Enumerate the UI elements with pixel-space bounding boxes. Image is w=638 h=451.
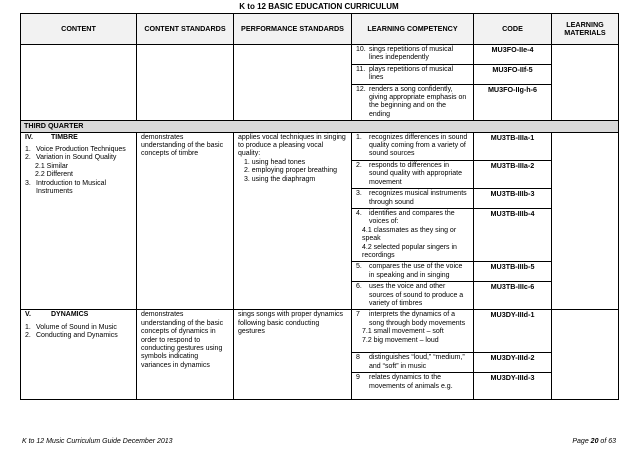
page-of: of 63 xyxy=(600,438,616,445)
competency-subitem: 4.1 classmates as they sing or speak xyxy=(362,226,457,243)
quarter-row xyxy=(21,121,619,132)
code-cell: MU3TB-IIIa-2 xyxy=(474,160,552,188)
competency-cell xyxy=(352,262,474,282)
competency-text: compares the use of the voice in speaking and in singing xyxy=(369,263,463,279)
table-row xyxy=(21,132,619,160)
code-cell: MU3TB-IIIa-1 xyxy=(474,132,552,160)
competency-text: relates dynamics to the movements of animals e.g. xyxy=(369,374,453,390)
competency-subitem: 7.1 small movement – soft xyxy=(362,328,444,336)
list-text: Conducting and Dynamics xyxy=(36,332,118,340)
list-item xyxy=(25,180,132,197)
list-text: Volume of Sound in Music xyxy=(36,323,117,331)
performance-intro: applies vocal techniques in singing to produce a pleasing vocal quality: xyxy=(238,133,346,158)
competency-cell xyxy=(352,353,474,373)
list-number: 3. xyxy=(25,179,31,187)
code-cell: MU3DY-IIId-3 xyxy=(474,373,552,400)
topic-number: IV. xyxy=(25,133,33,141)
table-row xyxy=(21,310,619,353)
competency-cell xyxy=(352,64,474,84)
code-cell: MU3DY-IIId-2 xyxy=(474,353,552,373)
competency-text: distinguishes “loud,” “medium,” and “soft” in music xyxy=(369,354,465,370)
footer-guide-name: K to 12 Music Curriculum Guide December 2013 xyxy=(22,438,173,445)
code-cell: MU3FO-IIg-h-6 xyxy=(474,84,552,121)
competency-number: 8 xyxy=(356,354,360,362)
footer-page-number xyxy=(572,438,616,445)
list-text: Voice Production Techniques xyxy=(36,146,126,154)
page-num: 20 xyxy=(590,438,599,445)
table-row xyxy=(21,45,619,65)
competency-subitem: 4.2 selected popular singers in recordings xyxy=(362,243,457,259)
topic-number: V. xyxy=(25,311,31,319)
performance-item: 2. employing proper breathing xyxy=(244,167,338,175)
competency-text: plays repetitions of musical lines xyxy=(369,65,454,82)
competency-number: 5. xyxy=(356,263,362,271)
code-cell: MU3DY-IIId-1 xyxy=(474,310,552,353)
competency-cell xyxy=(352,310,474,353)
performance-timbre xyxy=(234,132,352,310)
competency-number: 9 xyxy=(356,374,360,382)
list-item xyxy=(25,154,132,162)
page-prefix: Page xyxy=(572,438,589,445)
code-cell: MU3TB-IIIc-6 xyxy=(474,282,552,310)
curriculum-table xyxy=(20,13,619,400)
code-cell: MU3TB-IIIb-4 xyxy=(474,208,552,261)
list-text: Introduction to Musical Instruments xyxy=(36,179,107,196)
performance-cell-empty xyxy=(234,45,352,121)
topic-title: DYNAMICS xyxy=(51,311,89,319)
standard-timbre: demonstrates understanding of the basic concepts of timbre xyxy=(137,132,234,310)
list-number: 2. xyxy=(25,154,31,162)
code-cell: MU3FO-IIe-4 xyxy=(474,45,552,65)
competency-cell xyxy=(352,132,474,160)
content-cell-empty xyxy=(21,45,137,121)
content-list xyxy=(25,146,132,196)
competency-number: 2. xyxy=(356,161,362,169)
competency-cell xyxy=(352,373,474,400)
competency-number: 4. xyxy=(356,209,362,217)
competency-number: 3. xyxy=(356,190,362,198)
competency-text: identifies and compares the voices of: xyxy=(369,209,455,226)
performance-item: 1. using head tones xyxy=(244,158,306,166)
competency-number: 6. xyxy=(356,283,362,291)
code-cell: MU3FO-IIf-5 xyxy=(474,64,552,84)
header-code: CODE xyxy=(474,14,552,45)
list-number: 1. xyxy=(25,146,31,154)
header-content-standards: CONTENT STANDARDS xyxy=(137,14,234,45)
materials-cell-empty xyxy=(552,310,619,400)
competency-number: 1. xyxy=(356,133,362,141)
content-timbre xyxy=(21,132,137,310)
competency-text: recognizes differences in sound quality coming from a variety of sound sources xyxy=(369,133,468,158)
competency-number: 10. xyxy=(356,46,366,53)
code-cell: MU3TB-IIIb-3 xyxy=(474,189,552,209)
list-number: 2. xyxy=(25,332,31,340)
competency-text: recognizes musical instruments through sound xyxy=(369,190,467,206)
performance-item: 3. using the diaphragm xyxy=(244,175,316,183)
content-dynamics xyxy=(21,310,137,400)
competency-number: 7 xyxy=(356,311,360,319)
quarter-label: THIRD QUARTER xyxy=(21,121,619,132)
list-item xyxy=(25,324,132,332)
materials-cell-empty xyxy=(552,45,619,121)
competency-cell xyxy=(352,189,474,209)
competency-text: responds to differences in sound quality with appropriate movement xyxy=(369,161,463,186)
competency-subitem: 7.2 big movement – loud xyxy=(362,336,439,344)
standard-dynamics: demonstrates understanding of the basic concepts of dynamics in order to respond to conducting gestures using symbols indicating variances in dynamics xyxy=(137,310,234,400)
competency-cell xyxy=(352,282,474,310)
list-item xyxy=(25,332,132,340)
performance-dynamics: sings songs with proper dynamics following basic conducting gestures xyxy=(234,310,352,400)
list-item xyxy=(25,146,132,154)
list-number: 1. xyxy=(25,323,31,331)
header-learning-materials: LEARNING MATERIALS xyxy=(552,14,619,45)
standards-cell-empty xyxy=(137,45,234,121)
header-learning-competency: LEARNING COMPETENCY xyxy=(352,14,474,45)
competency-cell xyxy=(352,208,474,261)
competency-text: interprets the dynamics of a song through body movements xyxy=(369,311,466,327)
competency-cell xyxy=(352,160,474,188)
list-subitem: 2.1 Similar xyxy=(35,162,69,170)
competency-cell xyxy=(352,45,474,65)
code-cell: MU3TB-IIIb-5 xyxy=(474,262,552,282)
materials-cell-empty xyxy=(552,132,619,310)
list-text: Variation in Sound Quality xyxy=(36,154,117,162)
competency-text: renders a song confidently, giving appropriate emphasis on the beginning and on the ending xyxy=(369,85,467,118)
competency-text: sings repetitions of musical lines independently xyxy=(369,46,454,62)
header-row xyxy=(21,14,619,45)
header-content: CONTENT xyxy=(21,14,137,45)
header-performance-standards: PERFORMANCE STANDARDS xyxy=(234,14,352,45)
competency-number: 12. xyxy=(356,85,366,93)
topic-title: TIMBRE xyxy=(51,133,78,141)
competency-cell xyxy=(352,84,474,121)
document-title: K to 12 BASIC EDUCATION CURRICULUM xyxy=(239,2,399,11)
list-subitem: 2.2 Different xyxy=(35,171,74,179)
content-list xyxy=(25,324,132,341)
competency-text: uses the voice and other sources of sound to produce a variety of timbres xyxy=(369,283,464,307)
competency-number: 11. xyxy=(356,65,366,73)
